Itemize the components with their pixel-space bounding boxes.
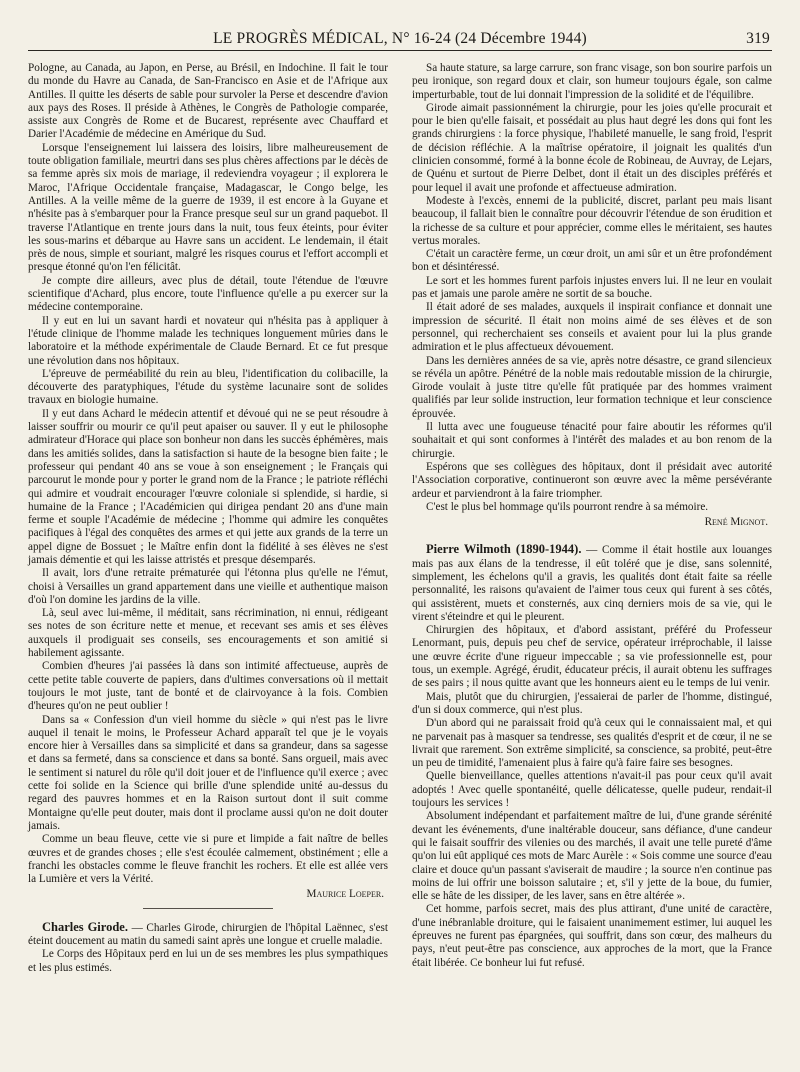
section-divider — [143, 908, 273, 909]
paragraph: Il y eut en lui un savant hardi et novateur qui n'hésita pas à appliquer à l'étude clinique de l'homme malade les techniques longuement mûries dans le laboratoire et la méthode expérimentale de Claude Bernard. Et ce fut presque une révolution dans nos hôpitaux. — [28, 314, 388, 367]
obituary-text: — Charles Girode, chirurgien de l'hôpital Laënnec, s'est éteint doucement au matin du samedi saint après une longue et cruelle maladie. — [28, 921, 388, 947]
right-column — [412, 62, 772, 970]
paragraph: Il y eut dans Achard le médecin attentif et dévoué qui ne se peut résoudre à laisser souffrir ou mourir ce qu'il peut apaiser ou sauver. Il y eut le philosophe admirateur d'Horace qui place son bonheur non dans les succès éphémères, mais dans les amitiés solides, dans la satisfaction si haute de la besogne bien faite ; le professeur qui pendant 40 ans se voue à son enseignement ; le Français qui parcourut le monde pour y porter le grand nom de la France ; le patriote réfléchi qui admire et voudrait encourager l'œuvre coloniale si splendide, si hardie, si humaine de la France ; l'Académicien qui dirigea pendant 20 ans d'une main ferme et souple l'Académie de médecine ; l'homme qui admire les conquêtes pacifiques à l'égal des conquêtes des armes et qui jette aux grands de la terre un appel digne de Bossuet ; le Maître enfin dont la fidélité à ses élèves ne s'est jamais démentie et qui les laisse attristés et presque désemparés. — [28, 407, 388, 566]
page-number: 319 — [746, 30, 770, 47]
paragraph: Il avait, lors d'une retraite prématurée qui l'étonna plus qu'elle ne l'émut, choisi à Versailles un grand appartement dans une vieille et authentique maison d'où l'on domine les jardins de la ville. — [28, 567, 388, 606]
paragraph: Dans sa « Confession d'un vieil homme du siècle » qui n'est pas le livre auquel il tenait le moins, le Professeur Achard apparaît tel que je le voyais encore hier à Versailles dans sa simplicité et dans sa grandeur, dans sa sagesse et dans sa fermeté, dans sa conscience et dans sa bonté. Sans orgueil, mais avec le sentiment si naturel du rôle qu'il doit jouer et de l'influence qu'il exerce ; avec cette foi solide en la Science qui brille d'une splendide unité au-dessus du regard des pauvres hommes et en la Raison surtout dont il suit comme Montaigne qu'elle peut douter, mais dont il proclame aussi qu'on ne doit douter jamais. — [28, 713, 388, 832]
paragraph: Lorsque l'enseignement lui laissera des loisirs, libre malheureusement de toute obligation familiale, meurtri dans ses plus chères affections par le décès de sa femme après six mois de mariage, il redeviendra voyageur ; il explorera le Maroc, l'Afrique Occidentale française, Madagascar, le Congo belge, les Antilles. A la veille même de la guerre de 1939, il est encore à la Guyane et n'hésite pas à s'embarquer pour la France presque seul sur un grand paquebot. Il traverse l'Atlantique en trente jours dans la nuit, tous feux éteints, pour éviter les sous-marins et débarque au Havre sans un accident. Le lendemain, il était près de nous, simple et souriant, malgré les risques courus et l'effort accompli et presque étonné qu'on l'en félicitât. — [28, 141, 388, 274]
paragraph: Sa haute stature, sa large carrure, son franc visage, son bon sourire parfois un peu ironique, son regard doux et clair, son humeur toujours égale, son calme imperturbable, tout de lui donnait l'impression de la solidité et de l'équilibre. — [412, 62, 772, 101]
paragraph: Le Corps des Hôpitaux perd en lui un de ses membres les plus sympathiques et les plus estimés. — [28, 948, 388, 974]
paragraph: Dans les dernières années de sa vie, après notre désastre, ce grand silencieux se révéla un apôtre. Pénétré de la noble mais redoutable mission de la chirurgie, Girode voulait à juste titre qu'elle fût pratiquée par des hommes vraiment qualifiés par leur solide instruction, leur formation technique et leur conscience éprouvée. — [412, 354, 772, 420]
paragraph: Combien d'heures j'ai passées là dans son intimité affectueuse, auprès de cette petite table couverte de papiers, dans d'ultimes conversations où il mettait toujours le mot juste, tant de bonté et de clairvoyance à la fois. Combien d'heures qu'on ne peut oublier ! — [28, 660, 388, 713]
paragraph: C'est le plus bel hommage qu'ils pourront rendre à sa mémoire. — [426, 500, 709, 513]
paragraph: Chirurgien des hôpitaux, et d'abord assistant, préféré du Professeur Lenormant, puis, depuis peu chef de service, opérateur irréprochable, il laisse une œuvre écrite d'une rigueur impeccable ; sa vie professionnelle est, pour tous, un exemple. Agrégé, érudit, éducateur précis, il aurait obtenu les suffrages de ses pairs ; il nous quitte avant que les honneurs aient eu le temps de lui venir. — [412, 624, 772, 690]
paragraph: Espérons que ses collègues des hôpitaux, dont il présidait avec autorité l'Association corporative, continueront son œuvre avec la même persévérante ardeur et parviendront à la faire triompher. — [412, 460, 772, 500]
obituary-heading: Pierre Wilmoth (1890-1944). — [426, 542, 582, 557]
left-column — [28, 62, 388, 975]
obituary-girode — [28, 921, 388, 949]
paragraph: Le sort et les hommes furent parfois injustes envers lui. Il ne leur en voulait pas et jamais une parole amère ne sortit de sa bouche. — [412, 274, 772, 301]
obituary-heading: Charles Girode. — [42, 919, 128, 934]
obituary-wilmoth — [412, 543, 772, 624]
paragraph: Je compte dire ailleurs, avec plus de détail, toute l'étendue de l'œuvre scientifique d'Achard, plus encore, toute l'influence qu'elle a pu exercer sur la médecine contemporaine. — [28, 274, 388, 314]
paragraph: L'épreuve de perméabilité du rein au bleu, l'identification du colibacille, la découverte des paratyphiques, l'étude du système lacunaire sont de solides travaux en biologie humaine. — [28, 367, 388, 407]
paragraph: Mais, plutôt que du chirurgien, j'essaierai de parler de l'homme, distingué, d'un si doux commerce, qui n'est plus. — [412, 690, 772, 716]
paragraph: Il lutta avec une fougueuse ténacité pour faire aboutir les réformes qu'il souhaitait et qui sont conformes à l'intérêt des malades et au bon renom de la chirurgie. — [412, 421, 772, 460]
signature-loeper: Maurice Loeper. — [306, 888, 384, 901]
paragraph: Girode aimait passionnément la chirurgie, pour les joies qu'elle procurait et pour le bien qu'elle faisait, et possédait au plus haut degré les dons qui font les grands chirurgiens : la force physique, l'habileté manuelle, le sang froid, l'esprit de décision réfléchie. A la maîtrise opératoire, il joignait les qualités d'un clinicien consommé, formé à la bonne école de Robineau, de Auvray, de Lejars, de Quénu et surtout de Pierre Delbet, dont il était un des disciples préférés et pour lequel il avait une profonde et affectueuse admiration. — [412, 101, 772, 194]
obituary-text: — Comme il était hostile aux louanges mais pas aux élans de la tendresse, il eût toléré que je dise, sans solennité, simplement, les échelons qu'il a gravis, les qualités dont était faite sa réelle personnalité, les raisons qu'avaient de l'aimer tous ceux qui furent à ses côtés, qui assistèrent, muets et consternés, aux cinq derniers mois de sa vie, qui le virent s'éteindre et qui le pleurent. — [412, 544, 772, 623]
journal-title: LE PROGRÈS MÉDICAL, N° 16-24 (24 Décembre 1944) — [213, 30, 587, 47]
paragraph: Il était adoré de ses malades, auxquels il inspirait confiance et donnait une impression de sécurité. Il était non moins aimé de ses élèves et de son personnel, qui recherchaient ses conseils et avaient pour lui la plus grande admiration et le plus affectueux dévouement. — [412, 301, 772, 354]
paragraph: Absolument indépendant et parfaitement maître de lui, d'une grande sérénité devant les événements, d'une inaltérable douceur, sans défiance, d'une candeur qui le faisait souffrir des vilenies ou des marchés, il avait une telle pureté d'âme qu'on lui eût appliqué ces mots de Marc Aurèle : « Sois comme une source d'eau claire et douce qu'un passant s'aviserait de maudire ; la source n'en continue pas moins de lui offrir une boisson salutaire ; et, s'il y jette de la boue, du fumier, elle se hâte de les dissiper, de les laver, sans en être altérée ». — [412, 810, 772, 903]
paragraph: Quelle bienveillance, quelles attentions n'avait-il pas pour ceux qu'il avait adoptés ! Avec quelle spontanéité, quelle délicatesse, quelle pudeur, rendait-il toujours les services ! — [412, 770, 772, 810]
paragraph: Pologne, au Canada, au Japon, en Perse, au Brésil, en Indochine. Il fait le tour du monde du Havre au Canada, de San-Francisco en Asie et de l'Afrique aux Antilles. Il quitte les déserts de sable pour survoler la Perse et descendre d'avion aux pays des Roses. Il préside à Athènes, le Congrès de Pathologie comparée, assiste aux Congrès de Rome et de Bucarest, représente avec Chauffard et Darier l'Académie de médecine en Amérique du Sud. — [28, 62, 388, 141]
paragraph: C'était un caractère ferme, un cœur droit, un ami sûr et un être profondément bon et désintéressé. — [412, 248, 772, 274]
paragraph: Comme un beau fleuve, cette vie si pure et limpide a fait naître de belles œuvres et de grandes choses ; elle s'est écoulée calmement, obstinément ; elle a franchi les obstacles comme le fleuve franchit les rochers. Et elle est allée vers la Lumière et vers la Vérité. — [28, 833, 388, 886]
paragraph: D'un abord qui ne paraissait froid qu'à ceux qui le connaissaient mal, et qui ne parvenait pas à masquer sa tendresse, ses qualités d'esprit et de cœur, il ne se livrait que rarement. Son extrême simplicité, sa conscience, sa probité, peut-être un peu de timidité, l'amenaient plus à faire qu'à faire faire ses besognes. — [412, 717, 772, 770]
paragraph: Modeste à l'excès, ennemi de la publicité, discret, parlant peu mais lisant beaucoup, il fallait bien le connaître pour découvrir l'étendue de son érudition et la richesse de sa culture et pour apprécier, comme elles le méritaient, ses hautes vertus morales. — [412, 194, 772, 247]
paragraph: Cet homme, parfois secret, mais des plus attirant, d'une unité de caractère, d'une inébranlable droiture, qui le faisaient unanimement estimer, lui auquel les épreuves ne furent pas épargnées, qui souffrit, dans son cœur, des malheurs du pays, n'eut peut-être pas conscience, aux approches de la mort, que la France était libérée. Ce bonheur lui fut refusé. — [412, 903, 772, 969]
signature-mignot: René Mignot. — [704, 516, 768, 529]
paragraph: Là, seul avec lui-même, il méditait, sans récrimination, ni ennui, rédigeant ses notes de son écriture nette et menue, et recevant ses amis et ses élèves auxquels il prodiguait ses conseils, ses encouragements et son amitié si habilement agissante. — [28, 607, 388, 660]
running-head — [28, 28, 772, 51]
